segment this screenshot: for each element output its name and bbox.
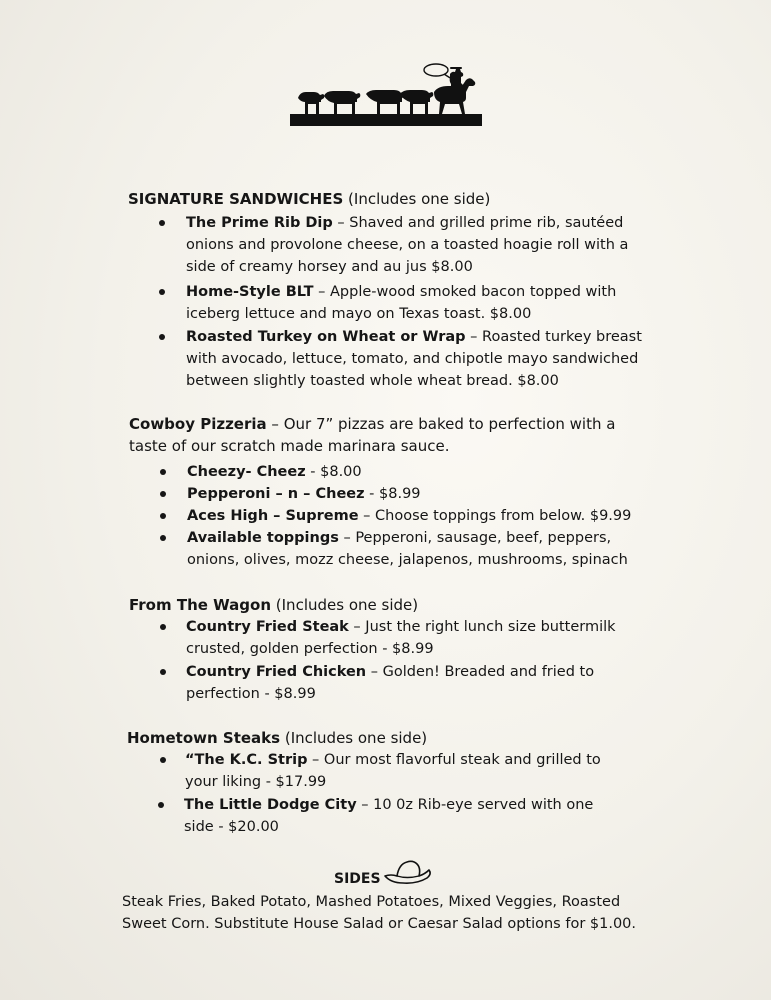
bullet-icon — [160, 624, 166, 630]
item-description: – Just the right lunch size buttermilk crusted, golden perfection - $8.99 — [186, 619, 616, 657]
item-description: - $8.99 — [364, 486, 421, 502]
menu-item — [186, 661, 606, 705]
item-name: Available toppings — [187, 530, 339, 546]
menu-item — [187, 505, 657, 527]
bullet-icon — [160, 469, 166, 475]
bullet-icon — [159, 289, 165, 295]
bullet-icon — [159, 220, 165, 226]
section-subtitle: – Our 7” pizzas are baked to perfection with a taste of our scratch made marinara sauce. — [129, 415, 616, 455]
menu-item — [186, 212, 646, 278]
item-description: – Apple-wood smoked bacon topped with iceberg lettuce and mayo on Texas toast. $8.00 — [186, 284, 617, 322]
section-title: Hometown Steaks — [127, 729, 281, 747]
sides-line-2: Sweet Corn. Substitute House Salad or Caesar Salad options for $1.00. — [122, 916, 637, 932]
item-name: The Prime Rib Dip — [186, 215, 333, 231]
section-heading — [127, 727, 627, 749]
section-heading — [128, 188, 648, 210]
item-description: – Roasted turkey breast with avocado, lettuce, tomato, and chipotle mayo sandwiched between slightly toasted whole wheat bread. $8.00 — [186, 329, 642, 389]
item-description: – Golden! Breaded and fried to perfection - $8.99 — [186, 664, 595, 702]
item-name: Pepperoni – n – Cheez — [187, 486, 365, 502]
bullet-icon — [159, 334, 165, 340]
sides-title: SIDES — [334, 871, 381, 887]
item-name: Country Fried Chicken — [186, 664, 367, 680]
bullet-icon — [160, 491, 166, 497]
bullet-icon — [158, 802, 164, 808]
item-name: Roasted Turkey on Wheat or Wrap — [186, 329, 466, 345]
section-subtitle: (Includes one side) — [343, 190, 491, 208]
cattle-drive-logo-icon — [288, 58, 484, 130]
section-heading — [129, 413, 639, 457]
menu-section-cowboy-pizzeria — [129, 413, 639, 457]
bullet-icon — [160, 535, 166, 541]
item-name: “The K.C. Strip — [185, 752, 308, 768]
item-description: – Shaved and grilled prime rib, sautéed onions and provolone cheese, on a toasted hoagie roll with a side of creamy horsey and au jus $8.00 — [186, 215, 629, 275]
section-title: From The Wagon — [129, 596, 272, 614]
item-description: – Our most flavorful steak and grilled to your liking - $17.99 — [185, 752, 601, 790]
item-name: Home-Style BLT — [186, 284, 314, 300]
menu-item — [185, 749, 635, 793]
section-heading — [129, 594, 629, 616]
cowboy-hat-icon — [381, 856, 433, 884]
menu-item — [186, 281, 636, 325]
item-name: The Little Dodge City — [184, 797, 357, 813]
item-name: Cheezy- Cheez — [187, 464, 306, 480]
menu-item — [187, 461, 647, 483]
bullet-icon — [160, 513, 166, 519]
menu-section-hometown-steaks — [127, 727, 627, 749]
menu-item — [184, 794, 624, 838]
menu-item — [187, 483, 647, 505]
bullet-icon — [160, 757, 166, 763]
item-description: - $8.00 — [305, 464, 362, 480]
section-title: Cowboy Pizzeria — [129, 415, 267, 433]
menu-section-from-the-wagon — [129, 594, 629, 616]
menu-item — [187, 527, 637, 571]
menu-item — [186, 326, 656, 392]
item-name: Aces High – Supreme — [187, 508, 359, 524]
section-title: SIGNATURE SANDWICHES — [128, 190, 344, 208]
menu-section-signature-sandwiches — [128, 188, 648, 210]
menu-item — [186, 616, 616, 660]
item-description: – Pepperoni, sausage, beef, peppers, onions, olives, mozz cheese, jalapenos, mushrooms, spinach — [187, 530, 628, 568]
bullet-icon — [160, 669, 166, 675]
item-description: – 10 0z Rib-eye served with one side - $20.00 — [184, 797, 594, 835]
item-description: – Choose toppings from below. $9.99 — [358, 508, 632, 524]
sides-line-1: Steak Fries, Baked Potato, Mashed Potatoes, Mixed Veggies, Roasted — [122, 894, 621, 910]
item-name: Country Fried Steak — [186, 619, 349, 635]
section-subtitle: (Includes one side) — [280, 729, 428, 747]
section-subtitle: (Includes one side) — [271, 596, 419, 614]
